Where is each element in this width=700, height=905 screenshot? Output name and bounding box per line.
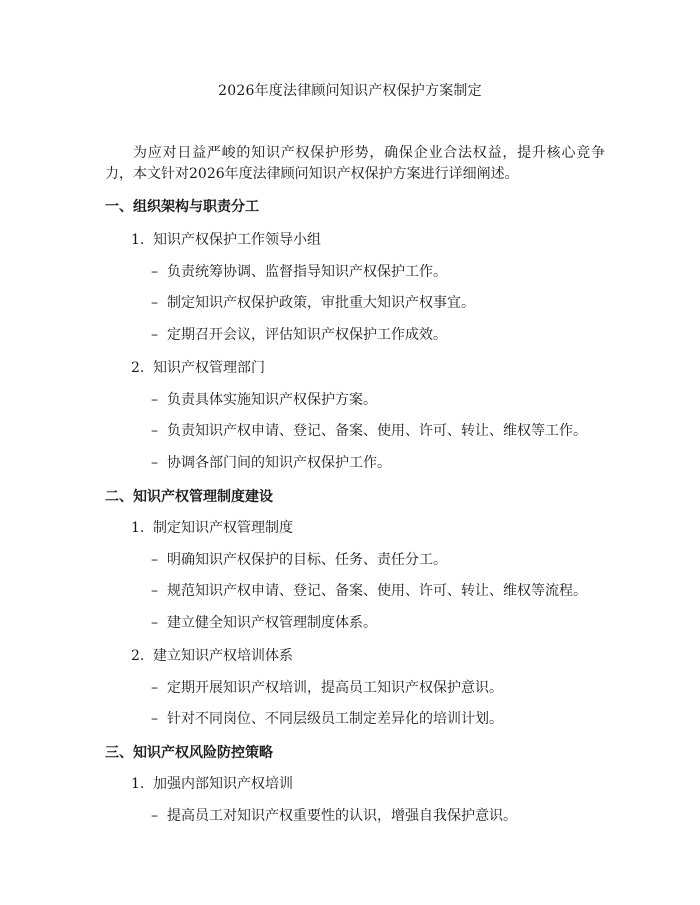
list-item-text: 协调各部门间的知识产权保护工作。 — [167, 455, 391, 471]
list-item-text: 建立健全知识产权管理制度体系。 — [167, 615, 377, 631]
list-item — [151, 612, 377, 632]
intro-paragraph: 为应对日益严峻的知识产权保护形势，确保企业合法权益，提升核心竞争力，本文针对2026年度法律顾问知识产权保护方案进行详细阐述。 — [105, 145, 605, 182]
subsection-title: 知识产权管理部门 — [153, 360, 265, 376]
list-item — [151, 677, 503, 697]
subsection-title: 知识产权保护工作领导小组 — [153, 232, 321, 248]
list-item — [151, 452, 391, 472]
subsection-3-1 — [131, 773, 293, 793]
list-item-text: 负责知识产权申请、登记、备案、使用、许可、转让、维权等工作。 — [167, 423, 587, 439]
subsection-title: 制定知识产权管理制度 — [153, 520, 293, 536]
subsection-2-1 — [131, 517, 293, 537]
subsection-1-1 — [131, 229, 321, 249]
list-item-text: 制定知识产权保护政策，审批重大知识产权事宜。 — [167, 295, 475, 311]
list-item — [151, 580, 587, 600]
subsection-1-2 — [131, 357, 265, 377]
list-item-text: 提高员工对知识产权重要性的认识，增强自我保护意识。 — [167, 808, 517, 824]
dash-bullet: – — [151, 552, 158, 568]
dash-bullet: – — [151, 680, 158, 696]
subsection-2-2 — [131, 645, 293, 665]
dash-bullet: – — [151, 455, 158, 471]
list-item — [151, 389, 377, 409]
subsection-number: 1. — [131, 232, 145, 248]
subsection-number: 1. — [131, 776, 145, 792]
dash-bullet: – — [151, 711, 158, 727]
section-heading-3: 三、知识产权风险防控策略 — [105, 745, 273, 761]
list-item — [151, 261, 447, 281]
dash-bullet: – — [151, 808, 158, 824]
dash-bullet: – — [151, 327, 158, 343]
dash-bullet: – — [151, 423, 158, 439]
list-item — [151, 708, 503, 728]
list-item — [151, 324, 447, 344]
list-item-text: 明确知识产权保护的目标、任务、责任分工。 — [167, 552, 447, 568]
list-item — [151, 805, 517, 825]
list-item-text: 负责具体实施知识产权保护方案。 — [167, 392, 377, 408]
subsection-number: 2. — [131, 648, 145, 664]
dash-bullet: – — [151, 295, 158, 311]
list-item — [151, 549, 447, 569]
dash-bullet: – — [151, 615, 158, 631]
dash-bullet: – — [151, 392, 158, 408]
section-heading-1: 一、组织架构与职责分工 — [105, 199, 259, 215]
list-item-text: 负责统筹协调、监督指导知识产权保护工作。 — [167, 264, 447, 280]
list-item — [151, 292, 475, 312]
subsection-number: 2. — [131, 360, 145, 376]
list-item — [151, 420, 587, 440]
subsection-number: 1. — [131, 520, 145, 536]
document-title: 2026年度法律顾问知识产权保护方案制定 — [218, 83, 482, 99]
subsection-title: 加强内部知识产权培训 — [153, 776, 293, 792]
list-item-text: 针对不同岗位、不同层级员工制定差异化的培训计划。 — [167, 711, 503, 727]
subsection-title: 建立知识产权培训体系 — [153, 648, 293, 664]
list-item-text: 定期召开会议，评估知识产权保护工作成效。 — [167, 327, 447, 343]
section-heading-2: 二、知识产权管理制度建设 — [105, 489, 273, 505]
list-item-text: 定期开展知识产权培训，提高员工知识产权保护意识。 — [167, 680, 503, 696]
dash-bullet: – — [151, 583, 158, 599]
dash-bullet: – — [151, 264, 158, 280]
list-item-text: 规范知识产权申请、登记、备案、使用、许可、转让、维权等流程。 — [167, 583, 587, 599]
